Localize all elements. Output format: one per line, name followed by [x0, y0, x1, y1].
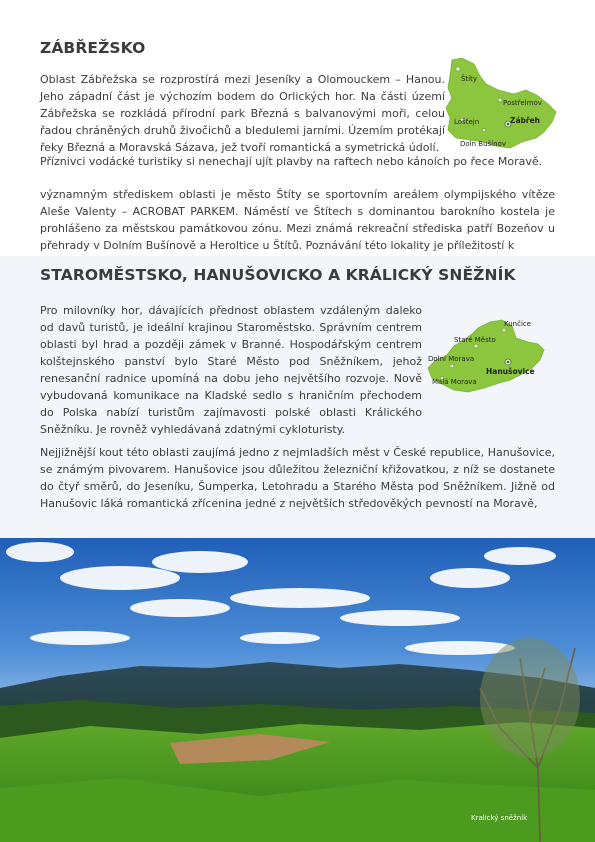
map-label-mala-morava: Malá Morava	[432, 378, 477, 386]
photo-tree-canopy	[480, 638, 580, 758]
section-title-zabrezsko: ZÁBŘEŽSKO	[40, 39, 146, 57]
section-title-staromestsko: STAROMĚSTSKO, HANUŠOVICKO A KRÁLICKÝ SNĚŽNÍK	[40, 266, 516, 284]
map-label-kuncice: Kunčice	[504, 320, 532, 328]
zabrezsko-region-map	[440, 54, 560, 152]
zabrezsko-paragraph-1: Oblast Zábřežska se rozprostírá mezi Jeseníky a Olomouckem – Hanou. Jeho západní část je výchozím bodem do Orlických hor. Na části území Zábřežska se rozkládá přírodní park Březná s balvanovými moři, celou řadou chráněných druhů živočichů a bledulemi jarními. Územím protékají řeky Březná a Moravská Sázava, jež tvoří romantická a symetrická údolí.	[40, 73, 445, 154]
staromestsko-region-map	[424, 312, 550, 400]
map-label-hanusovice: Hanušovice	[486, 367, 535, 376]
map-label-dolni-morava: Dolní Morava	[428, 355, 475, 363]
map-label-stare-mesto: Staré Město	[454, 336, 496, 344]
zabrezsko-paragraph-1-tail: Příznivci vodácké turistiky si nenechají ujít plavby na raftech nebo kánoích po řece Moravě.	[40, 155, 543, 168]
landscape-photo	[0, 538, 595, 842]
staromestsko-paragraph-1: Pro milovníky hor, dávajících přednost oblastem vzdáleným daleko od davů turistů, je ideální krajinou Staroměstsko. Správním centrem oblasti byl hrad a později zámek v Branné. Hospodářským centrem kolštejnského panství bylo Staré Město pod Sněžníkem, jehož renesanční radnice upomíná na dobu jeho největšího rozvoje. Nově vybudovaná komunikace na Kladské sedlo s hraničním přechodem do Polska nabízí turistům zajímavosti polské oblasti Králického Sněžníku. Je rovněž vyhledávaná zdatnými cykloturisty.	[40, 304, 422, 436]
staromestsko-paragraph-2: Nejjižnější kout této oblasti zaujímá jedno z nejmladších měst v České republice, Hanušovice, se známým pivovarem. Hanušovice jsou důležitou železniční křižovatkou, z níž se dostanete do čtyř směrů, do Jeseníku, Šumperka, Letohradu a Starého Města pod Sněžníkem. Jižně od Hanušovic láká romantická zřícenina jedné z největších středověkých pevností na Moravě,	[40, 446, 555, 510]
zabrezsko-paragraph-2: významným střediskem oblasti je město Štíty se sportovním areálem olympijského vítěze Aleše Valenty – ACROBAT PARKEM. Náměstí ve Štítech s dominantou barokního kostela je prohlášeno za městskou památkovou zónu. Mezi známá rekreační střediska patří Bozeňov u přehrady v Dolním Bušínově a Heroltice u Štítů. Poznávání této lokality je příležitostí k	[40, 188, 555, 252]
map-label-postrelmov: Postřelmov	[503, 99, 542, 107]
map-label-dolni-businov: Doln Bušínov	[460, 140, 506, 148]
photo-caption: Kralický sněžník	[471, 814, 528, 822]
map-label-stity: Štíty	[461, 75, 478, 83]
map-label-lostejn: Lošťejn	[454, 118, 480, 126]
map-label-zabreh: Zábřeh	[510, 116, 540, 125]
